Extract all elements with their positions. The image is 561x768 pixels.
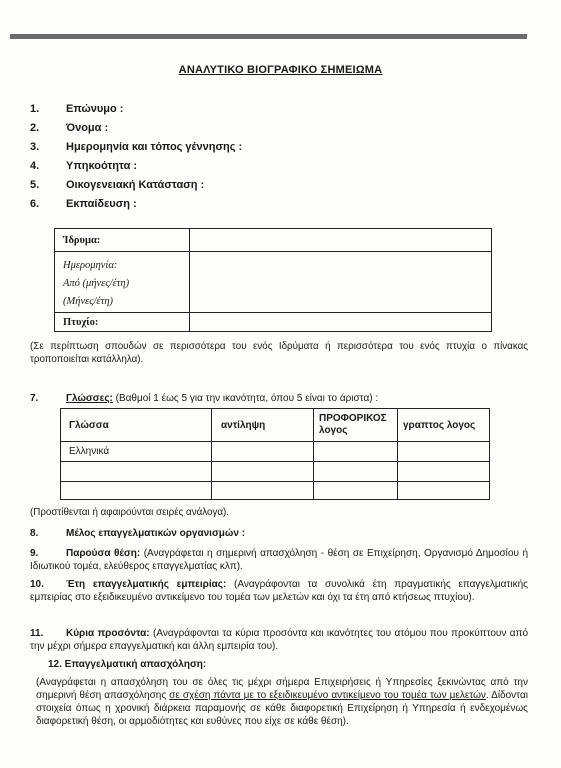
section-text: (Αναγράφονται τα κύρια προσόντα και ικανότητες του ατόμου που προκύπτουν από την μέχρι σήμερα επαγγελματική και άλλη εμπειρία του). [30, 628, 529, 652]
degree-label: Πτυχίο: [63, 317, 99, 328]
field-label: Εκπαίδευση : [66, 198, 137, 210]
from-label: Από (μήνες/έτη) [63, 278, 130, 289]
education-note: (Σε περίπτωση σπουδών σε περισσότερα του ενός Ιδρύματα ή περισσότερα του ενός πτυχία ο πίνακας τροποποιείται κατάλληλα). [30, 341, 528, 365]
field-number: 1. [30, 103, 40, 115]
education-table [54, 228, 492, 332]
table-divider [397, 409, 398, 499]
table-divider [189, 229, 190, 331]
section-11 [30, 627, 528, 653]
table-rule [55, 251, 491, 252]
header-rule [10, 34, 527, 39]
section-text-b: . Δίδονται στοιχεία όπως η χρονική διάρκεια παραμονής σε κάθε διαφορετική Επιχείρηση ή Υπηρεσία ή ενδεχομένως διαφορετική θέση, οι αρμοδιότητες και ευθύνες που είχε σε κάθε θέση). [36, 690, 528, 727]
header-language: Γλώσσα [69, 420, 109, 431]
section-text: (Αναγράφονται τα συνολικά έτη πραγματικής επαγγελματικής εμπειρίας στο εξειδικευμένο αντικείμενο του τομέα των μελετών και όχι τα έτη από κτήσεως πτυχίου). [30, 579, 528, 603]
section-12-heading [48, 658, 528, 671]
field-education [30, 198, 137, 210]
section-8 [30, 527, 528, 540]
section-12-text [36, 676, 528, 728]
section-label: Παρούσα θέση: [66, 548, 141, 559]
languages-note: (Προστίθενται ή αφαιρούνται σειρές ανάλογα). [30, 507, 230, 518]
section-label: Έτη επαγγελματικής εμπειρίας: [66, 579, 227, 590]
field-surname [30, 103, 123, 115]
table-rule [55, 312, 491, 313]
field-citizenship [30, 160, 137, 172]
field-number: 3. [30, 141, 40, 153]
field-marital-status [30, 179, 204, 191]
section-number: 11. [30, 628, 44, 639]
table-rule [61, 441, 489, 442]
table-divider [313, 409, 314, 499]
field-label: Όνομα : [66, 122, 109, 134]
header-oral: ΠΡΟΦΟΡΙΚΟΣ λογος [319, 413, 387, 436]
section-number: 8. [30, 528, 39, 539]
institution-label: Ίδρυμα: [63, 235, 101, 246]
section-text-a: (Αναγράφεται η απασχόληση του σε όλες τις μέχρι σήμερα Επιχειρήσεις ή Υπηρεσίες ξεκινώντας από την σημερινή θέση απασχόλησης [36, 677, 528, 701]
section-label: 12. Επαγγελματική απασχόληση: [48, 659, 207, 670]
field-label: Οικογενειακή Κατάσταση : [66, 179, 205, 191]
section-number: 9. [30, 548, 39, 559]
field-number: 6. [30, 198, 40, 210]
field-label: Επώνυμο : [66, 103, 124, 115]
languages-heading [30, 392, 528, 405]
field-label: Υπηκοότητα : [66, 160, 138, 172]
section-text-underlined: σε σχέση πάντα με το εξειδικευμένο αντικείμενο του τομέα των μελετών [169, 690, 486, 701]
to-label: (Μήνες/έτη) [63, 296, 114, 307]
document-title: ΑΝΑΛΥΤΙΚΟ ΒΙΟΓΡΑΦΙΚΟ ΣΗΜΕΙΩΜΑ [178, 64, 383, 76]
field-number: 4. [30, 160, 40, 172]
section-10 [30, 578, 528, 604]
field-label: Ημερομηνία και τόπος γέννησης : [66, 141, 243, 153]
table-divider [211, 409, 212, 499]
field-name [30, 122, 108, 134]
languages-table [60, 408, 490, 500]
language-cell: Ελληνικά [69, 446, 110, 457]
header-comprehension: αντίληψη [221, 420, 266, 431]
section-number: 7. [30, 393, 39, 404]
field-number: 2. [30, 122, 40, 134]
table-rule [61, 481, 489, 482]
field-number: 5. [30, 179, 40, 191]
section-text: (Αναγράφεται η σημερινή απασχόληση - θέση σε Επιχείρηση, Οργανισμό Δημοσίου ή Ιδιωτικού τομέα, ελεύθερος επαγγελματίας κλπ). [30, 548, 529, 572]
table-rule [61, 461, 489, 462]
section-9 [30, 547, 528, 573]
field-birth [30, 141, 242, 153]
section-label: Μέλος επαγγελματικών οργανισμών : [66, 528, 246, 539]
languages-description: (Βαθμοί 1 έως 5 για την ικανότητα, όπου 5 είναι το άριστα) : [115, 393, 379, 404]
section-label: Κύρια προσόντα: [66, 628, 150, 639]
languages-label: Γλώσσες: [66, 393, 113, 404]
date-label: Ημερομηνία: [63, 260, 118, 271]
section-number: 10. [30, 579, 44, 590]
header-written: γραπτος λογος [403, 420, 476, 431]
